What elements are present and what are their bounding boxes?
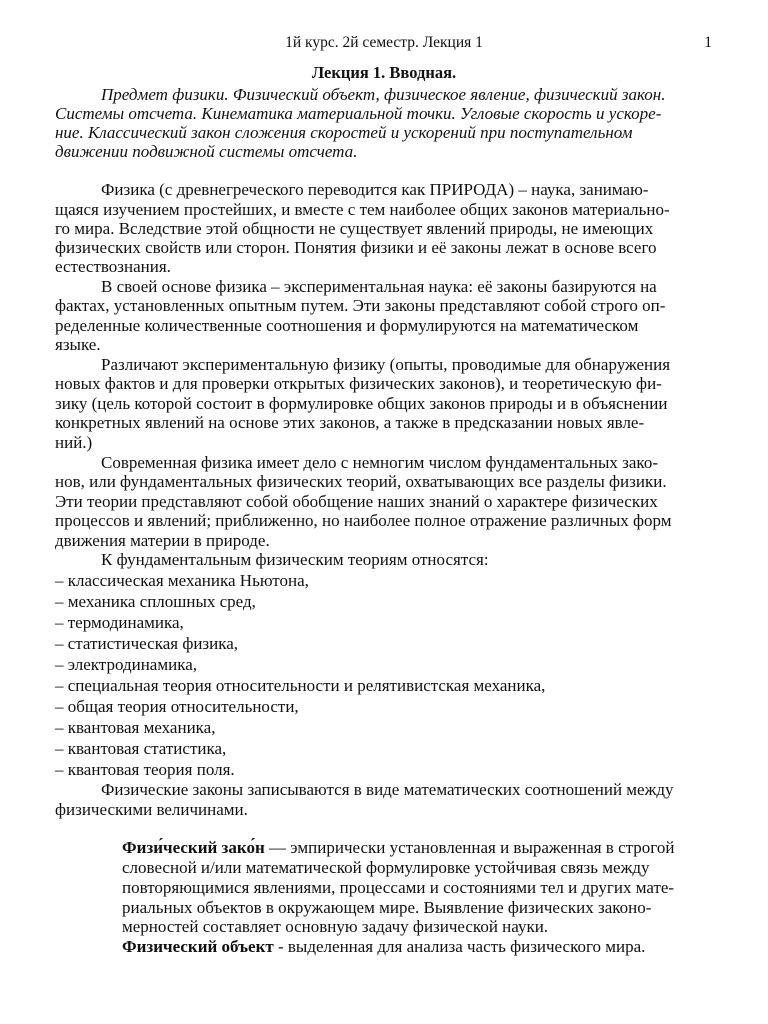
- page-number: 1: [704, 34, 712, 51]
- list-item: – механика сплошных сред,: [55, 592, 256, 611]
- paragraph-line: конкретных явлений на основе этих законов, а также в предсказании новых явле-: [55, 413, 645, 432]
- list-item: – статистическая физика,: [55, 634, 239, 653]
- paragraph-line: Эти теории представляют собой обобщение наших знаний о характере физических: [55, 492, 658, 511]
- list-item: – квантовая статистика,: [55, 739, 227, 758]
- paragraph-line: фактах, установленных опытным путем. Эти законы представляют собой строго оп-: [55, 296, 666, 315]
- list-item: – квантовая теория поля.: [55, 760, 235, 779]
- paragraph-line: Физические законы записываются в виде математических соотношений между: [101, 780, 674, 799]
- list-item: – квантовая механика,: [55, 718, 216, 737]
- object-term: Физический объект: [122, 937, 274, 956]
- paragraph-line: Современная физика имеет дело с немногим числом фундаментальных зако-: [101, 453, 658, 472]
- topics-line: ние. Классический закон сложения скоростей и ускорений при поступательном: [55, 123, 633, 142]
- paragraph-line: Физика (с древнегреческого переводится как ПРИРОДА) – наука, занимаю-: [101, 180, 649, 199]
- paragraph-line: ний.): [55, 433, 93, 452]
- topics-line: Системы отсчета. Кинематика материальной точки. Угловые скорость и ускоре-: [55, 104, 662, 123]
- topics-line: Предмет физики. Физический объект, физическое явление, физический закон.: [101, 85, 666, 104]
- law-text: — эмпирически установленная и выраженная в строгой: [264, 838, 675, 857]
- law-definition-line: повторяющимися явлениями, процессами и состояниями тел и других мате-: [122, 878, 675, 897]
- law-definition-line: [122, 838, 674, 858]
- paragraph-line: зику (цель которой состоит в формулировке общих законов природы и в объяснении: [55, 394, 668, 413]
- paragraph-line: движения материи в природе.: [55, 531, 270, 550]
- topics-line: движении подвижной системы отсчета.: [55, 142, 358, 161]
- paragraph-line: К фундаментальным физическим теориям относятся:: [101, 550, 489, 569]
- list-item: – классическая механика Ньютона,: [55, 571, 309, 590]
- paragraph-line: ределенные количественные соотношения и формулируются на математическом: [55, 316, 639, 335]
- list-item: – электродинамика,: [55, 655, 197, 674]
- object-text: - выделенная для анализа часть физического мира.: [273, 937, 646, 956]
- paragraph-line: В своей основе физика – экспериментальная наука: её законы базируются на: [101, 277, 657, 296]
- paragraph-line: новых фактов и для проверки открытых физических законов), и теоретическую фи-: [55, 374, 662, 393]
- paragraph-line: естествознания.: [55, 257, 171, 276]
- paragraph-line: процессов и явлений; приближенно, но наиболее полное отражение различных форм: [55, 511, 672, 530]
- lecture-title: Лекция 1. Вводная.: [311, 63, 457, 82]
- list-item: – специальная теория относительности и релятивистская механика,: [55, 676, 546, 695]
- law-definition-line: мерностей составляет основную задачу физической науки.: [122, 917, 549, 936]
- paragraph-line: физических свойств или сторон. Понятия физики и её законы лежат в основе всего: [55, 238, 657, 257]
- paragraph-line: Различают экспериментальную физику (опыты, проводимые для обнаружения: [101, 355, 671, 374]
- list-item: – общая теория относительности,: [55, 697, 299, 716]
- paragraph-line: нов, или фундаментальных физических теорий, охватывающих все разделы физики.: [55, 472, 667, 491]
- paragraph-line: физическими величинами.: [55, 800, 248, 819]
- law-definition-line: словесной и/или математической формулировке устойчивая связь между: [122, 858, 650, 877]
- course-header: 1й курс. 2й семестр. Лекция 1: [285, 34, 483, 51]
- law-definition-line: риальных объектов в окружающем мире. Выявление физических законо-: [122, 898, 652, 917]
- list-item: – термодинамика,: [55, 613, 184, 632]
- paragraph-line: го мира. Вследствие этой общности не существует явлений природы, не имеющих: [55, 219, 654, 238]
- object-definition-line: [122, 937, 645, 957]
- law-term: Физи́ческий зако́н: [122, 838, 265, 857]
- paragraph-line: щаяся изучением простейших, и вместе с тем наиболее общих законов материально-: [55, 200, 670, 219]
- paragraph-line: языке.: [55, 335, 101, 354]
